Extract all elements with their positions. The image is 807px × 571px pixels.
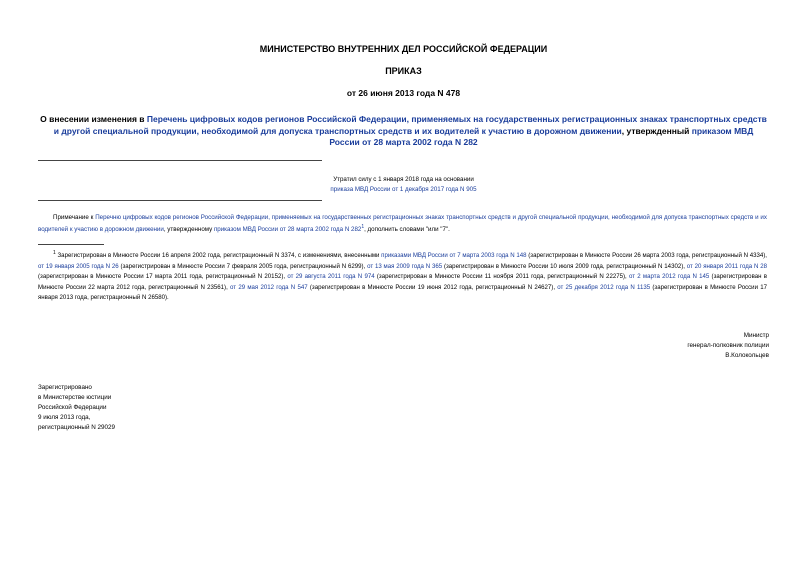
footnote-text: (зарегистрирован в Минюсте России 7 февраля 2005 года, регистрационный N 6299), — [118, 262, 368, 270]
registration-date: 9 июля 2013 года, — [38, 414, 91, 421]
footnote-text: Зарегистрирован в Минюсте России 16 апреля 2002 года, регистрационный N 3374, с изменениями, внесенными — [57, 252, 382, 260]
signatory-rank: генерал-полковник полиции — [687, 341, 769, 349]
registration-block — [38, 383, 115, 433]
footnote-rule — [38, 244, 104, 245]
footnote-text: (зарегистрирован в Минюсте России 22 марта 2012 года, регистрационный N 23561), — [38, 273, 767, 291]
footnote-text: (зарегистрирован в Минюсте России 19 июня 2012 года, регистрационный N 24627), — [307, 283, 558, 291]
note-link-code-list[interactable]: Перечню цифровых кодов регионов Российской Федерации, применяемых на государственных регистрационных знаках транспортных средств и другой специальной продукции, необходимой для допуска транспортных средств и их водителей к участию в дорожном движении — [38, 214, 767, 233]
footnote-ref[interactable]: 1 — [361, 223, 365, 230]
footnote-link[interactable]: от 19 января 2005 года N 26 — [38, 262, 119, 270]
footnote-text: (зарегистрирован в Минюсте России 26 марта 2003 года, регистрационный N 4334), — [526, 252, 767, 260]
divider-top — [38, 160, 322, 161]
note-suffix: , дополнить словами "или "7". — [364, 225, 450, 233]
footnote-link[interactable]: от 29 мая 2012 года N 547 — [230, 283, 308, 291]
title-middle: , утвержденный — [621, 125, 692, 136]
registration-line: в Министерстве юстиции — [38, 394, 112, 401]
footnote-link[interactable]: приказами МВД России от 7 марта 2003 года N 148 — [381, 252, 527, 260]
footnote-text: (зарегистрирован в Минюсте России 10 июля 2009 года, регистрационный N 14302), — [442, 262, 687, 270]
footnote — [38, 248, 767, 304]
footnote-link[interactable]: от 25 декабря 2012 года N 1135 — [557, 283, 651, 291]
title-prefix: О внесении изменения в — [40, 114, 147, 124]
signatory-position: Министр — [743, 332, 769, 339]
note-mid: , утвержденному — [163, 225, 214, 233]
signature-block — [687, 331, 769, 360]
footnote-link[interactable]: от 20 января 2011 года N 28 — [686, 262, 767, 270]
document-type: ПРИКАЗ — [385, 66, 422, 76]
title-link-code-list[interactable]: Перечень цифровых кодов регионов Российской Федерации, применяемых на государственных регистрационных знаках транспортных средств и другой специальной продукции, необходимой для допуска транспортных средств и их водителей к участию в дорожном движении — [53, 114, 767, 136]
footnote-text: (зарегистрирован в Минюсте России 11 ноября 2011 года, регистрационный N 22275), — [374, 273, 629, 281]
registration-line: Российской Федерации — [38, 404, 107, 411]
footnote-link[interactable]: от 29 августа 2011 года N 974 — [287, 273, 375, 281]
ministry-name: МИНИСТЕРСТВО ВНУТРЕННИХ ДЕЛ РОССИЙСКОЙ ФЕДЕРАЦИИ — [259, 44, 548, 54]
order-title — [40, 114, 767, 149]
void-note-text: Утратил силу с 1 января 2018 года на основании — [333, 176, 474, 183]
divider-bottom — [38, 200, 322, 201]
order-date-number: от 26 июня 2013 года N 478 — [346, 88, 461, 98]
signatory-name: В.Колокольцев — [725, 351, 769, 359]
note-paragraph — [38, 213, 767, 234]
void-note — [0, 175, 807, 195]
void-note-link[interactable]: приказа МВД России от 1 декабря 2017 года N 905 — [330, 186, 477, 193]
note-link-order-282[interactable]: приказом МВД России от 28 марта 2002 года N 282 — [213, 225, 362, 233]
footnote-link[interactable]: от 2 марта 2012 года N 145 — [628, 273, 710, 281]
registration-line: Зарегистрировано — [38, 384, 92, 391]
registration-number: регистрационный N 29029 — [38, 424, 116, 431]
footnote-link[interactable]: от 13 мая 2009 года N 365 — [367, 262, 443, 270]
note-prefix: Примечание к — [53, 214, 96, 221]
footnote-text: (зарегистрирован в Минюсте России 17 марта 2011 года, регистрационный N 20152), — [38, 273, 288, 281]
footnote-text: (зарегистрирован в Минюсте России 17 января 2013 года, регистрационный N 26580). — [38, 283, 768, 302]
title-link-order-282[interactable]: приказом МВД России от 28 марта 2002 года N 282 — [329, 125, 754, 147]
footnote-marker: 1 — [53, 250, 56, 256]
